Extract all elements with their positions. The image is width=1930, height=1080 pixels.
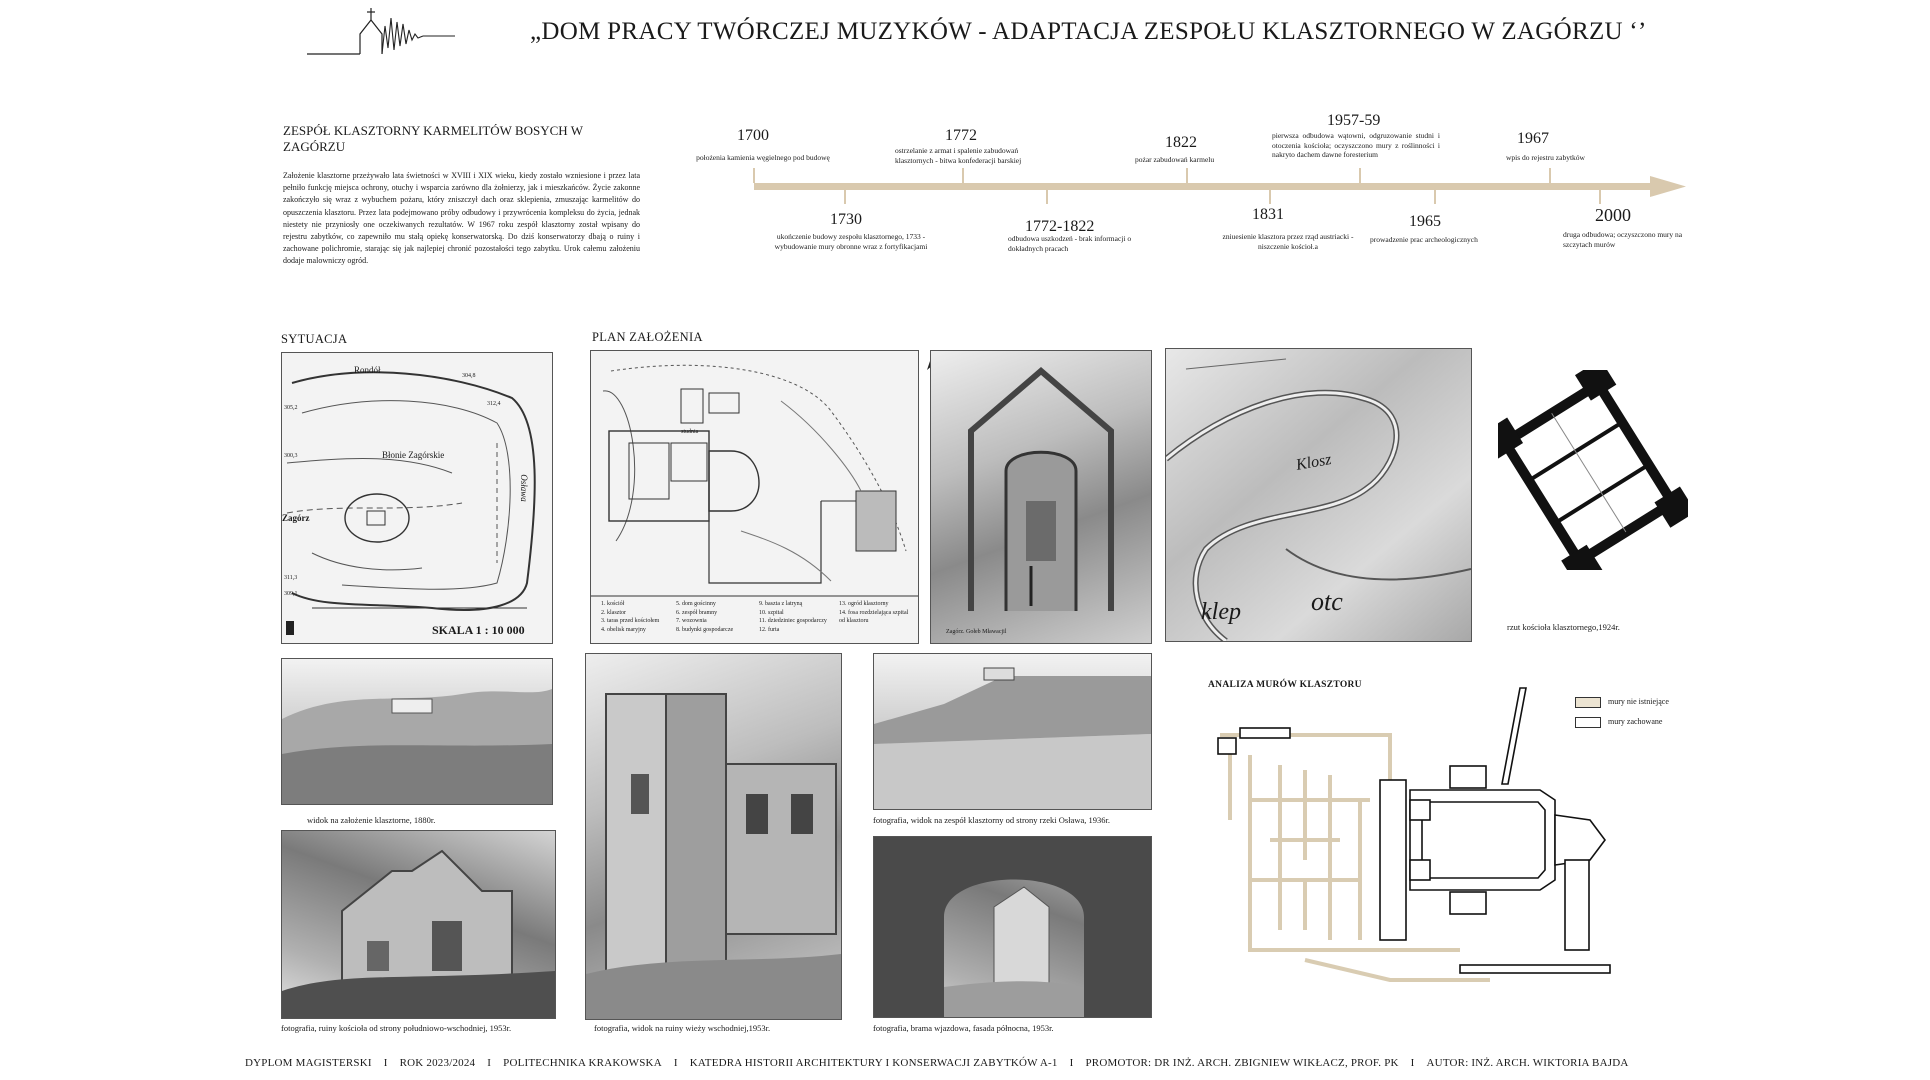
scale-bar [286, 621, 294, 635]
map-elevation: 312,4 [487, 401, 501, 407]
timeline-year: 1730 [830, 211, 862, 228]
plan-legend-item: 13. ogród klasztorny [839, 601, 889, 607]
photo-view-1880 [281, 658, 553, 805]
plan-label: studnia [681, 429, 699, 435]
footer-separator: I [383, 1057, 388, 1069]
plan-legend-item: 14. fosa rozdzielająca szpital od klasztoru [839, 609, 909, 624]
photo-church-interior-drawing [931, 351, 1151, 643]
timeline-year: 1831 [1252, 206, 1284, 223]
timeline-year: 1957-59 [1327, 112, 1381, 129]
map-elevation: 304,8 [462, 373, 476, 379]
plan-legend-item: 12. furta [759, 626, 780, 633]
map-label: Osława [518, 474, 529, 502]
footer-item-university: POLITECHNIKA KRAKOWSKA [503, 1057, 662, 1069]
caption-gate: fotografia, brama wjazdowa, fasada północna, 1953r. [873, 1023, 1054, 1033]
footer-separator: I [1069, 1057, 1074, 1069]
map-elevation: 311,3 [284, 575, 298, 581]
timeline-year: 1700 [737, 127, 769, 144]
photo-ruins-se-drawing [282, 831, 555, 1018]
page-title: „DOM PRACY TWÓRCZEJ MUZYKÓW - ADAPTACJA ZESPOŁU KLASZTORNEGO W ZAGÓRZU ‘’ [530, 18, 1647, 45]
caption-oslawa: fotografia, widok na zespół klasztorny od strony rzeki Osława, 1936r. [873, 815, 1110, 825]
photo-gate [873, 836, 1152, 1018]
section-label-analiza: ANALIZA MURÓW KLASZTORU [1208, 680, 1362, 690]
logo-icon [305, 4, 510, 56]
plan-legend-col3 [759, 600, 827, 634]
plan-map [590, 350, 919, 644]
timeline-desc: pierwsza odbudowa wątowni, odgruzowanie studni i otoczenia kościoła; oczyszczono mury z roślinności i nakryto dachem dawne foresterium [1272, 131, 1440, 159]
plan-legend-item: 3. taras przed kościołem [601, 618, 660, 624]
footer-separator: I [673, 1057, 678, 1069]
plan-legend-item: 1. kościół [601, 601, 625, 607]
wall-analysis-plan [1210, 680, 1620, 990]
plan-legend-item: 7. wozownia [676, 618, 707, 624]
caption-church-plan: rzut kościoła klasztornego,1924r. [1507, 622, 1620, 632]
timeline-desc: ostrzelanie z armat i spalenie zabudowań klasztornych - bitwa konfederacji barskiej [895, 146, 1022, 165]
historical-map [1165, 348, 1472, 642]
photo-tower-east-drawing [586, 654, 841, 1019]
photo-ruins-se [281, 830, 556, 1019]
situation-map-drawing [282, 353, 552, 643]
plan-legend-item: 11. dziedziniec gospodarczy [759, 618, 827, 624]
plan-legend-col4 [839, 600, 915, 626]
caption-ruins-se: fotografia, ruiny kościoła od strony południowo-wschodniej, 1953r. [281, 1023, 512, 1033]
photo-tower-east [585, 653, 842, 1020]
timeline-desc: wpis do rejestru zabytków [1506, 153, 1585, 162]
footer-separator: I [487, 1057, 492, 1069]
section-label-sytuacja: SYTUACJA [281, 332, 348, 346]
plan-legend-item: 9. baszta z latryną [759, 601, 803, 607]
timeline-year: 1967 [1517, 130, 1549, 147]
caption-view-1880: widok na założenie klasztorne, 1880r. [307, 815, 436, 825]
footer [245, 1057, 1629, 1069]
plan-legend-col2 [676, 600, 733, 634]
footer-item-department: KATEDRA HISTORII ARCHITEKTURY I KONSERWACJI ZABYTKÓW A-1 [689, 1057, 1058, 1069]
plan-legend-item: 6. zespół bramny [676, 609, 718, 616]
timeline-year: 2000 [1595, 205, 1631, 225]
timeline-desc: ukończenie budowy zespołu klasztornego, 1733 - wybudowanie mury obronne wraz z fortyfikacjami [774, 232, 928, 251]
situation-map [281, 352, 553, 644]
footer-item-supervisor: PROMOTOR: DR INŻ. ARCH. ZBIGNIEW WIKŁACZ, PROF. PK [1085, 1057, 1399, 1069]
map-elevation: 300,3 [284, 453, 298, 459]
timeline-year: 1772 [945, 127, 977, 144]
legend-label-preserved: mury zachowane [1608, 717, 1663, 726]
map-elevation: 305,2 [284, 405, 298, 411]
map-label: Rondół [354, 365, 381, 375]
legend-label-missing: mury nie istniejące [1608, 697, 1669, 706]
footer-separator: I [1410, 1057, 1415, 1069]
intro-heading: ZESPÓŁ KLASZTORNY KARMELITÓW BOSYCH W ZAGÓRZU [283, 123, 583, 154]
intro-text: Założenie klasztorne przeżywało lata świetności w XVIII i XIX wieku, kiedy zostało wzniesione i przez lata pełniło funkcję miejsca ochrony, otuchy i wsparcia zarówno dla żołnierzy, jak i mieszkańców. Życie zakonne zakończyło się wraz z wybuchem pożaru, który zniszczył dach oraz sklepienia, zmuszając karmelitów do opuszczenia klasztoru. Przez lata podejmowano próby odbudowy i przywrócenia kompleksu do życia, jednak niestety nie przyniosły one oczekiwanych rezultatów. W 1967 roku zespół klasztorny został wpisany do rejestru zabytków, co zapewniło mu stałą opiekę konserwatorską. Do dziś konserwatorzy dbają o ruiny i zachowane polichromie, starając się jak najlepiej chronić pozostałości tego zabytku. Urok całemu założeniu dodaje malowniczy ogród. [283, 171, 640, 266]
timeline-year: 1822 [1165, 134, 1197, 151]
map-label: Zagórz [282, 513, 310, 523]
photo-inner-caption: Zagórz. Gołeb Mławacjil [946, 629, 1007, 635]
timeline-desc: położenia kamienia węgielnego pod budowę [696, 153, 830, 162]
footer-item-author: AUTOR: INŻ. ARCH. WIKTORIA BAJDA [1426, 1057, 1629, 1069]
photo-oslawa [873, 653, 1152, 810]
plan-legend-item: 5. dom gościnny [676, 601, 716, 607]
plan-legend-col1 [601, 600, 659, 634]
plan-legend-item: 2. klasztor [601, 609, 626, 616]
timeline-year: 1772-1822 [1025, 218, 1095, 235]
footer-item-degree: DYPLOM MAGISTERSKI [245, 1057, 372, 1069]
timeline-desc: zniuesienie klasztora przez rząd austriacki - niszczenie kościoł.a [1222, 232, 1354, 251]
church-plan-drawing [1498, 370, 1688, 570]
photo-church-interior [930, 350, 1152, 644]
photo-gate-drawing [874, 837, 1151, 1017]
timeline-desc: druga odbudowa; oczyszczono mury na szczytach murów [1563, 230, 1683, 249]
hist-map-label: klep [1201, 599, 1241, 625]
timeline-desc: odbudowa uszkodzeń - brak informacji o dokładnych pracach [1008, 234, 1132, 253]
plan-legend-item: 10. szpital [759, 609, 784, 616]
section-label-plan: PLAN ZAŁOŻENIA [592, 330, 703, 344]
footer-item-year: ROK 2023/2024 [399, 1057, 476, 1069]
map-elevation: 309,1 [284, 591, 298, 597]
timeline-year: 1965 [1409, 213, 1441, 230]
hist-map-label: Klosz [1294, 451, 1333, 474]
photo-view-1880-drawing [282, 659, 552, 804]
map-label: Błonie Zagórskie [382, 450, 445, 460]
map-scale: SKALA 1 : 10 000 [432, 623, 525, 637]
plan-legend-item: 8. budynki gospodarcze [676, 626, 734, 633]
timeline-desc: pożar zabudowań karmelu [1135, 155, 1215, 164]
photo-oslawa-drawing [874, 654, 1151, 809]
plan-legend-item: 4. obelisk maryjny [601, 626, 646, 633]
timeline-desc: prowadzenie prac archeologicznych [1370, 235, 1478, 244]
caption-tower-east: fotografia, widok na ruiny wieży wschodniej,1953r. [594, 1023, 771, 1033]
hist-map-label: otc [1311, 587, 1343, 616]
